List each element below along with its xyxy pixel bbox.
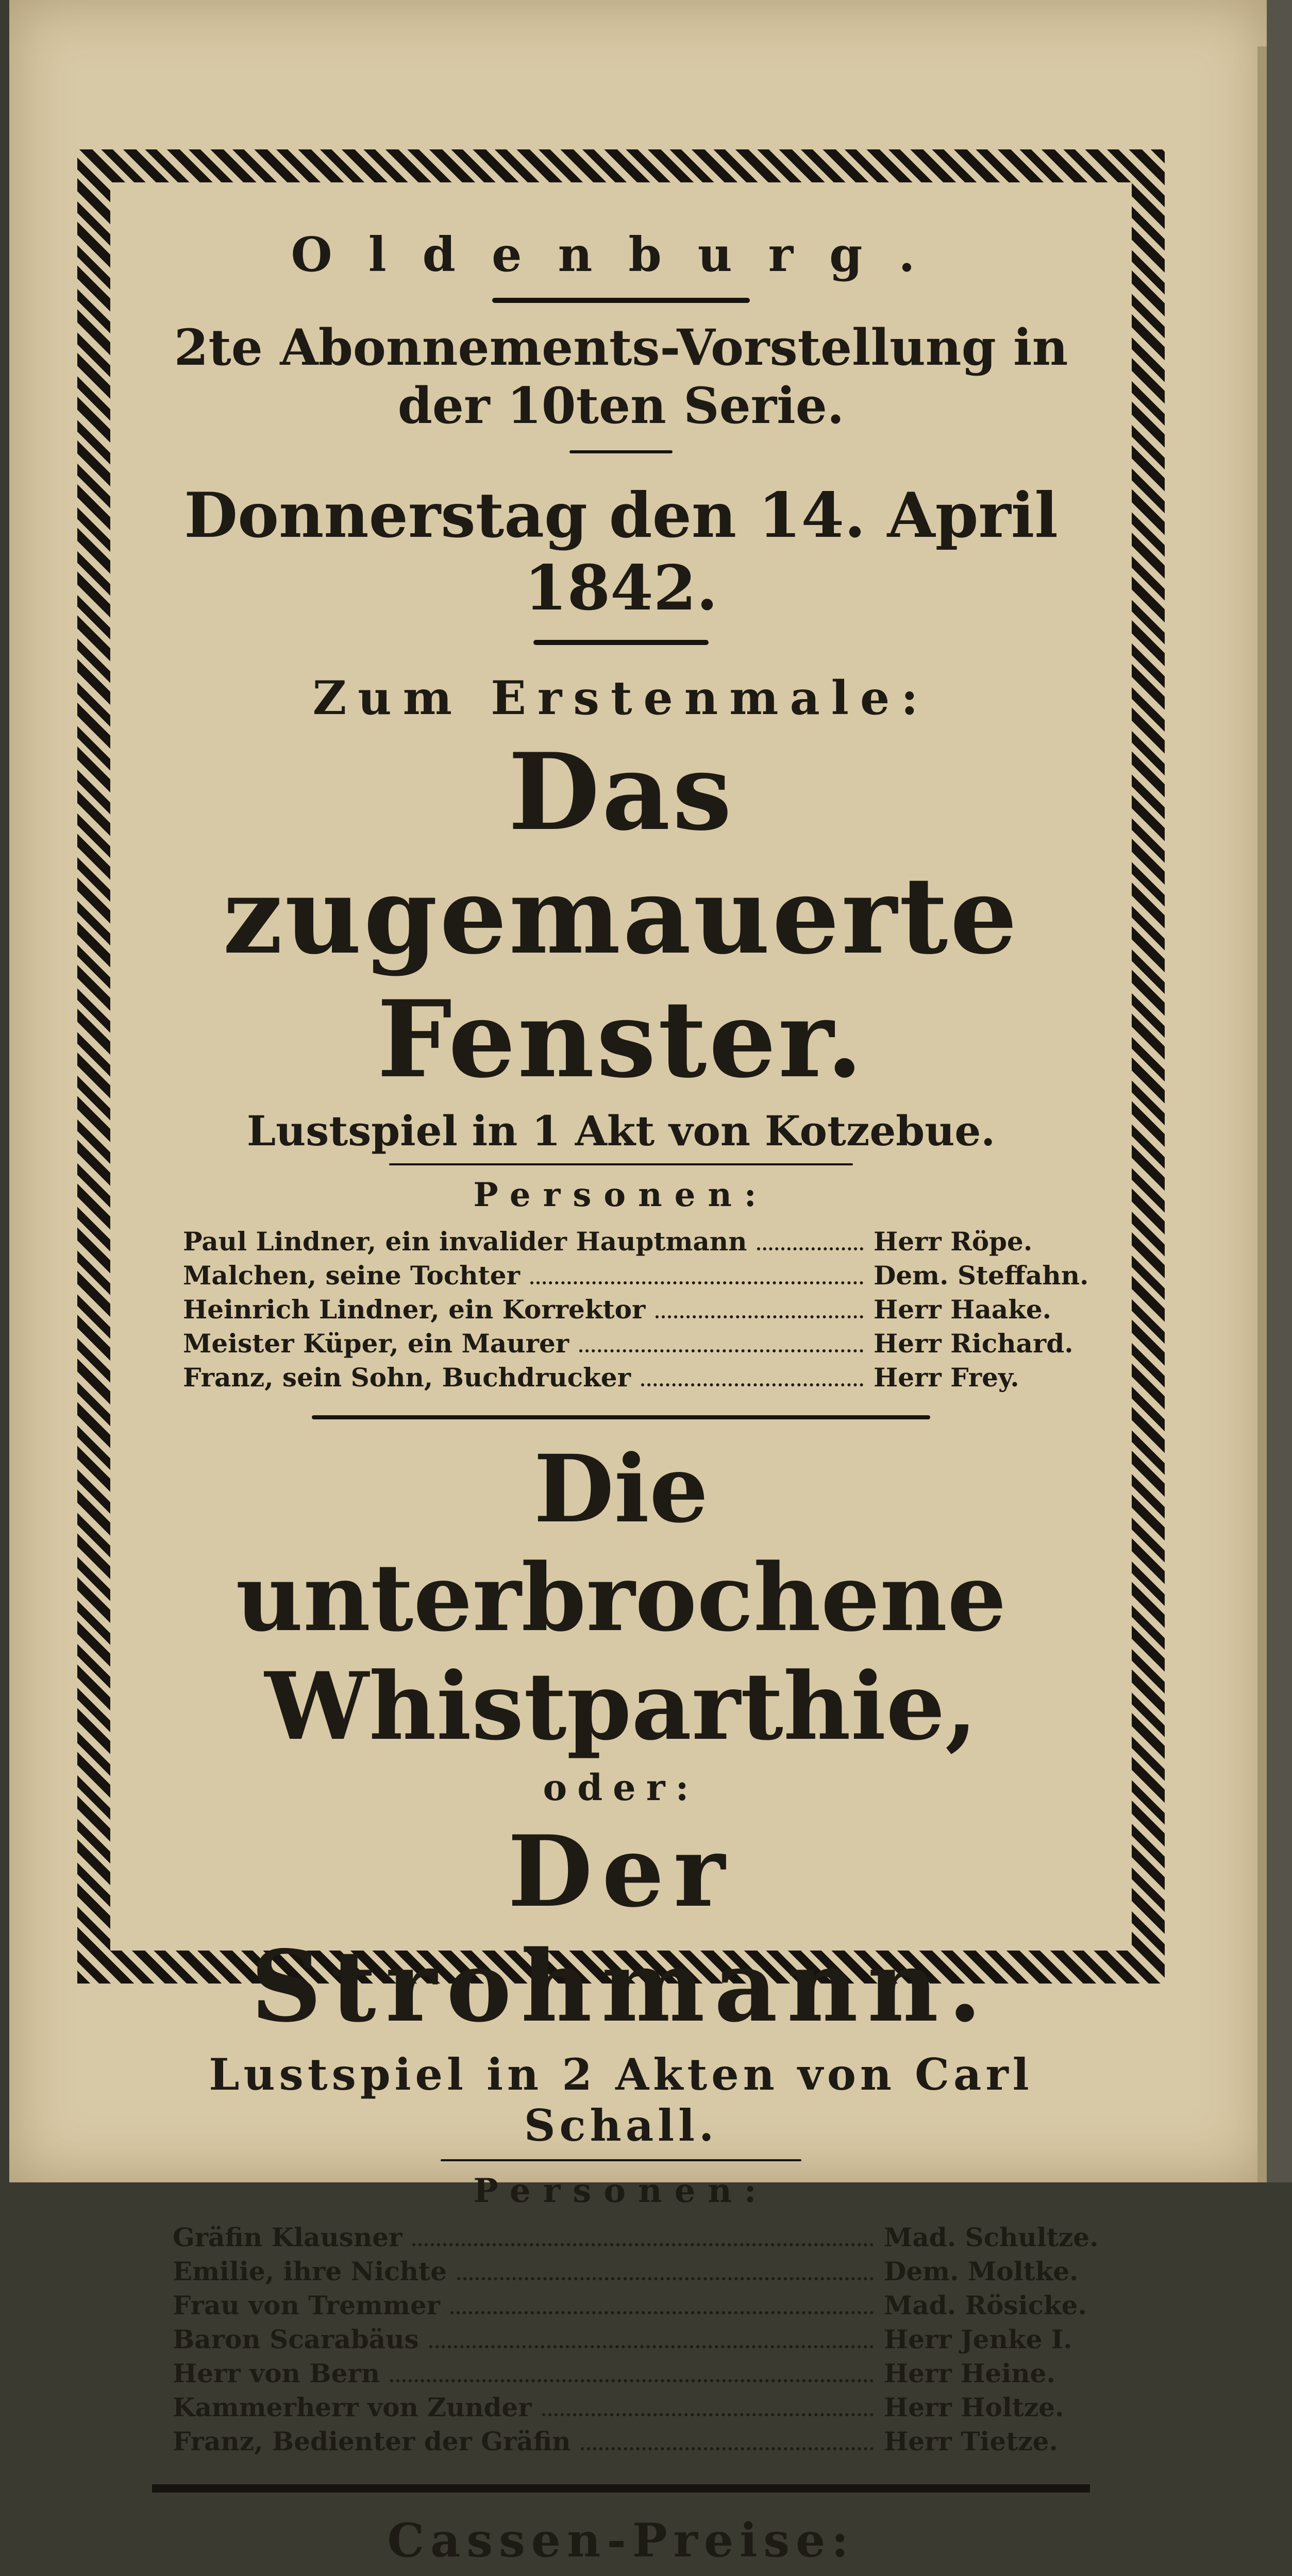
leader-dots <box>757 1247 863 1250</box>
cast-row <box>173 2255 1079 2289</box>
leader-dots <box>429 2345 874 2348</box>
scan-background <box>1267 0 1292 2182</box>
leader-dots <box>581 2447 874 2450</box>
cast-actor: Herr Jenke I. <box>884 2324 1072 2354</box>
divider-rule <box>441 2159 801 2161</box>
leader-dots <box>530 1281 863 1284</box>
cast-role: Paul Lindner, ein invalider Hauptmann <box>183 1226 747 1257</box>
cast-actor: Herr Röpe. <box>874 1226 1033 1257</box>
leader-dots <box>412 2243 874 2246</box>
city-heading: Oldenburg. <box>291 227 951 282</box>
leader-dots <box>656 1315 863 1318</box>
cast-row <box>173 2425 1069 2459</box>
cast-role: Kammerherr von Zunder <box>173 2392 532 2422</box>
play2-alt-title: Der Strohmann. <box>250 1814 992 2044</box>
cast-row <box>183 1361 1059 1395</box>
cast-role: Gräfin Klausner <box>173 2222 402 2252</box>
cast-actor: Herr Richard. <box>874 1328 1073 1359</box>
play2-title: Die unterbrochene Whistparthie, <box>236 1435 1006 1761</box>
divider-rule <box>533 640 709 645</box>
premiere-note: Zum Erstenmale: <box>312 671 930 725</box>
cast-role: Heinrich Lindner, ein Korrektor <box>183 1294 646 1325</box>
cast-row <box>173 2357 1069 2391</box>
play1-persons-heading: Personen: <box>473 1176 769 1214</box>
divider-rule <box>389 1163 853 1165</box>
cast-role: Frau von Tremmer <box>173 2290 440 2320</box>
play1-cast-list <box>183 1225 1089 1395</box>
divider-rule <box>312 1415 930 1419</box>
cast-role: Emilie, ihre Nichte <box>173 2256 447 2286</box>
section-rule <box>152 2484 1090 2493</box>
cast-actor: Dem. Moltke. <box>884 2256 1079 2286</box>
prices-heading: Cassen-Preise: <box>387 2513 855 2568</box>
play2-cast-list <box>173 2221 1099 2459</box>
leader-dots <box>457 2277 874 2280</box>
cast-actor: Herr Tietze. <box>884 2426 1058 2456</box>
playbill <box>134 206 1108 2576</box>
cast-role: Herr von Bern <box>173 2358 380 2388</box>
cast-row <box>183 1259 1089 1293</box>
leader-dots <box>641 1383 863 1386</box>
cast-role: Malchen, seine Tochter <box>183 1260 520 1291</box>
cast-actor: Mad. Rösicke. <box>884 2290 1087 2320</box>
cast-row <box>183 1225 1059 1259</box>
series-subtitle: 2te Abonnements-Vorstellung in der 10ten Serie. <box>174 318 1068 435</box>
play1-genre: Lustspiel in 1 Akt von Kotzebue. <box>246 1107 996 1155</box>
cast-actor: Herr Holtze. <box>884 2392 1064 2422</box>
divider-rule <box>492 298 750 303</box>
leader-dots <box>390 2379 874 2382</box>
performance-date: Donnerstag den 14. April 1842. <box>184 479 1058 624</box>
play1-title: Das zugemauerte Fenster. <box>223 731 1019 1101</box>
cast-actor: Mad. Schultze. <box>884 2222 1099 2252</box>
cast-actor: Herr Frey. <box>874 1362 1019 1393</box>
cast-row <box>173 2323 1072 2357</box>
play2-genre: Lustspiel in 2 Akten von Carl Schall. <box>209 2049 1033 2151</box>
cast-row <box>173 2391 1069 2425</box>
cast-row <box>173 2289 1087 2323</box>
cast-role: Franz, sein Sohn, Buchdrucker <box>183 1362 631 1393</box>
leader-dots <box>542 2413 874 2416</box>
cast-row <box>183 1327 1073 1361</box>
leader-dots <box>579 1349 863 1352</box>
cast-role: Meister Küper, ein Maurer <box>183 1328 569 1359</box>
cast-actor: Herr Haake. <box>874 1294 1052 1325</box>
cast-actor: Herr Heine. <box>884 2358 1055 2388</box>
play2-connector: oder: <box>543 1766 699 1809</box>
leader-dots <box>450 2311 874 2314</box>
cast-row <box>183 1293 1059 1327</box>
cast-role: Baron Scarabäus <box>173 2324 419 2354</box>
divider-rule <box>569 450 673 453</box>
cast-row <box>173 2221 1099 2255</box>
play2-persons-heading: Personen: <box>473 2172 769 2210</box>
cast-actor: Dem. Steffahn. <box>874 1260 1089 1291</box>
cast-role: Franz, Bedienter der Gräfin <box>173 2426 571 2456</box>
